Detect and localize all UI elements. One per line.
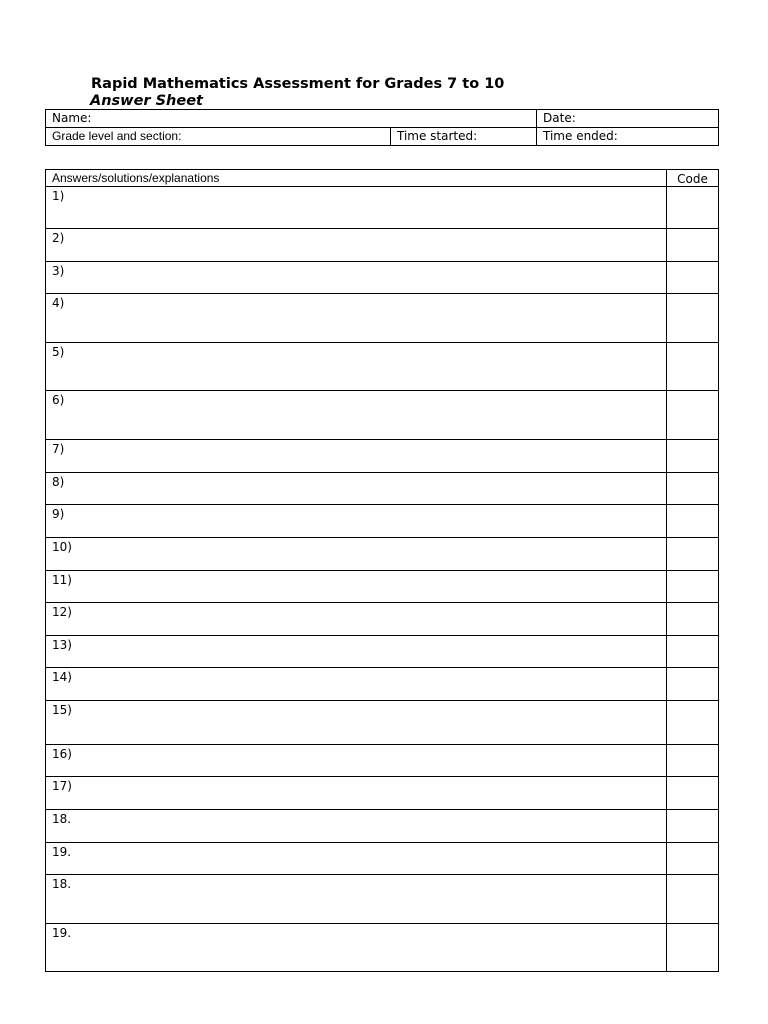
answer-cell[interactable]	[46, 745, 667, 777]
answer-cell[interactable]	[46, 875, 667, 924]
code-cell[interactable]	[667, 777, 719, 810]
code-cell[interactable]	[667, 343, 719, 391]
question-number: 17)	[52, 779, 72, 793]
answer-row	[46, 571, 719, 603]
answer-row	[46, 810, 719, 843]
answer-row	[46, 668, 719, 701]
page-title: Rapid Mathematics Assessment for Grades 7 to 10	[91, 76, 505, 92]
answer-row	[46, 229, 719, 262]
code-cell[interactable]	[667, 473, 719, 505]
code-cell[interactable]	[667, 538, 719, 571]
question-number: 12)	[52, 605, 72, 619]
code-cell[interactable]	[667, 668, 719, 701]
time-ended-label: Time ended:	[543, 129, 618, 143]
answer-cell[interactable]	[46, 229, 667, 262]
time-started-label: Time started:	[397, 129, 478, 143]
question-number: 2)	[52, 231, 65, 245]
name-field[interactable]	[46, 110, 537, 128]
question-number: 6)	[52, 393, 65, 407]
answer-cell[interactable]	[46, 343, 667, 391]
grade-section-field[interactable]	[46, 128, 391, 146]
code-cell[interactable]	[667, 636, 719, 668]
question-number: 9)	[52, 507, 65, 521]
question-number: 8)	[52, 475, 65, 489]
answer-cell[interactable]	[46, 262, 667, 294]
question-number: 5)	[52, 345, 65, 359]
answer-cell[interactable]	[46, 440, 667, 473]
code-cell[interactable]	[667, 843, 719, 875]
answer-row	[46, 636, 719, 668]
answer-row	[46, 187, 719, 229]
answers-table	[45, 169, 719, 972]
answer-cell[interactable]	[46, 777, 667, 810]
code-cell[interactable]	[667, 505, 719, 538]
answer-cell[interactable]	[46, 571, 667, 603]
answer-row	[46, 777, 719, 810]
student-info-table	[45, 109, 719, 146]
answer-cell[interactable]	[46, 810, 667, 843]
answer-row	[46, 924, 719, 972]
page-subtitle: Answer Sheet	[90, 93, 203, 109]
grade-section-label: Grade level and section:	[52, 129, 182, 143]
answers-column-header: Answers/solutions/explanations	[46, 170, 667, 187]
name-label: Name:	[52, 111, 92, 125]
code-cell[interactable]	[667, 875, 719, 924]
code-cell[interactable]	[667, 440, 719, 473]
code-cell[interactable]	[667, 187, 719, 229]
question-number: 10)	[52, 540, 72, 554]
answer-cell[interactable]	[46, 636, 667, 668]
question-number: 1)	[52, 189, 65, 203]
answer-row	[46, 262, 719, 294]
answer-cell[interactable]	[46, 391, 667, 440]
code-cell[interactable]	[667, 262, 719, 294]
code-cell[interactable]	[667, 810, 719, 843]
question-number: 18.	[52, 877, 72, 891]
answer-row	[46, 701, 719, 745]
question-number: 3)	[52, 264, 65, 278]
code-cell[interactable]	[667, 745, 719, 777]
answer-cell[interactable]	[46, 294, 667, 343]
question-number: 13)	[52, 638, 72, 652]
code-cell[interactable]	[667, 229, 719, 262]
answer-cell[interactable]	[46, 843, 667, 875]
answer-row	[46, 603, 719, 636]
answer-row	[46, 875, 719, 924]
answer-row	[46, 391, 719, 440]
answer-row	[46, 538, 719, 571]
code-cell[interactable]	[667, 391, 719, 440]
question-number: 18.	[52, 812, 72, 826]
question-number: 15)	[52, 703, 72, 717]
code-cell[interactable]	[667, 294, 719, 343]
question-number: 19.	[52, 845, 72, 859]
time-ended-field[interactable]	[537, 128, 719, 146]
answer-row	[46, 294, 719, 343]
question-number: 4)	[52, 296, 65, 310]
code-cell[interactable]	[667, 571, 719, 603]
answer-cell[interactable]	[46, 505, 667, 538]
answer-cell[interactable]	[46, 187, 667, 229]
question-number: 16)	[52, 747, 72, 761]
answer-row	[46, 745, 719, 777]
code-cell[interactable]	[667, 701, 719, 745]
question-number: 7)	[52, 442, 65, 456]
question-number: 14)	[52, 670, 72, 684]
code-cell[interactable]	[667, 603, 719, 636]
answer-row	[46, 843, 719, 875]
time-started-field[interactable]	[391, 128, 537, 146]
answer-cell[interactable]	[46, 473, 667, 505]
code-column-header: Code	[667, 170, 719, 187]
answer-row	[46, 343, 719, 391]
answer-cell[interactable]	[46, 603, 667, 636]
answer-cell[interactable]	[46, 538, 667, 571]
answer-cell[interactable]	[46, 701, 667, 745]
question-number: 19.	[52, 926, 72, 940]
answer-row	[46, 505, 719, 538]
answer-row	[46, 440, 719, 473]
answer-row	[46, 473, 719, 505]
answer-cell[interactable]	[46, 924, 667, 972]
date-field[interactable]	[537, 110, 719, 128]
question-number: 11)	[52, 573, 72, 587]
date-label: Date:	[543, 111, 576, 125]
code-cell[interactable]	[667, 924, 719, 972]
answer-cell[interactable]	[46, 668, 667, 701]
